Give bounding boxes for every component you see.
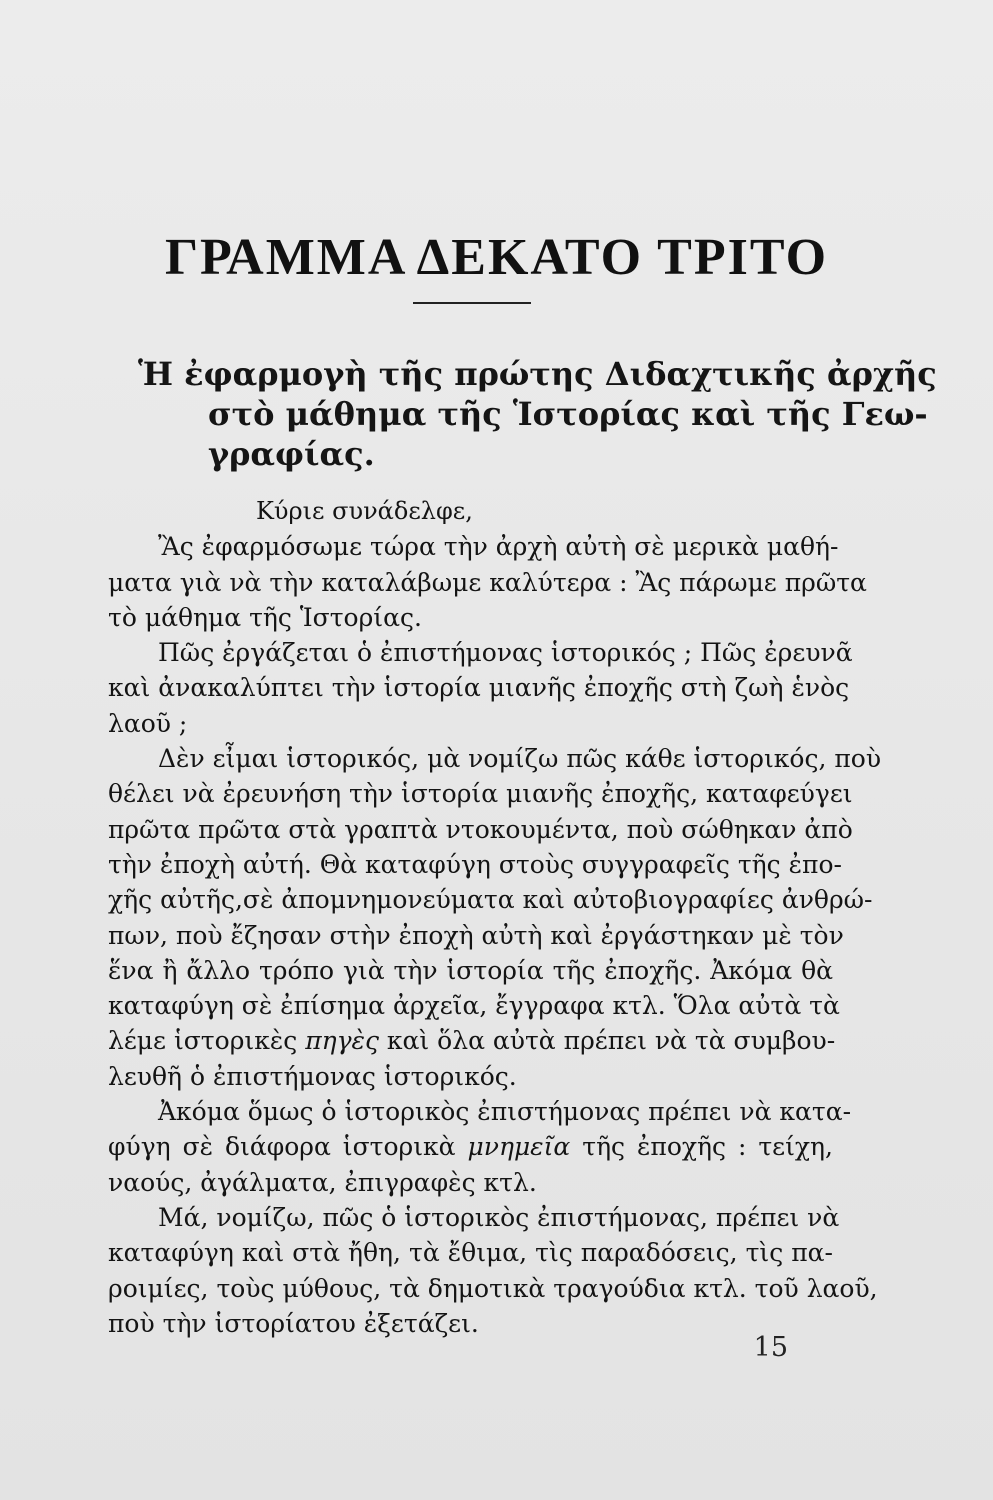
chapter-subtitle xyxy=(138,354,937,474)
body-line: ναούς, ἀγάλματα, ἐπιγραφὲς κτλ. xyxy=(108,1167,537,1197)
body-line: Ἂς ἐφαρμόσωμε τώρα τὴν ἀρχὴ αὐτὴ σὲ μερικὰ μαθή- xyxy=(158,532,839,562)
emphasized-word: πηγὲς xyxy=(305,1026,379,1056)
body-line: ποὺ τὴν ἱστορίατου ἐξετάζει. xyxy=(108,1308,479,1338)
subtitle-line: Ἡ ἐφαρμογὴ τῆς πρώτης Διδαχτικῆς ἀρχῆς xyxy=(138,355,937,393)
body-line: Δὲν εἶμαι ἱστορικός, μὰ νομίζω πῶς κάθε ἱστορικός, ποὺ xyxy=(158,744,882,774)
body-line: τὴν ἐποχὴ αὐτή. Θὰ καταφύγη στοὺς συγγραφεῖς τῆς ἐπο- xyxy=(108,849,842,879)
body-line: χῆς αὐτῆς,σὲ ἀπομνημονεύματα καὶ αὐτοβιογραφίες ἀνθρώ- xyxy=(108,885,873,915)
page-number: 15 xyxy=(753,1332,788,1363)
body-line: Ἀκόμα ὅμως ὁ ἱστορικὸς ἐπιστήμονας πρέπει νὰ κατα- xyxy=(158,1097,852,1127)
body-line: θέλει νὰ ἐρευνήση τὴν ἱστορία μιανῆς ἐποχῆς, καταφεύγει xyxy=(108,779,853,809)
body-line: καὶ ἀνακαλύπτει τὴν ἱστορία μιανῆς ἐποχῆς στὴ ζωὴ ἑνὸς xyxy=(108,673,850,703)
body-line: πρῶτα πρῶτα στὰ γραπτὰ ντοκουμέντα, ποὺ σώθηκαν ἀπὸ xyxy=(108,814,853,844)
body-line: ματα γιὰ νὰ τὴν καταλάβωμε καλύτερα : Ἂς πάρωμε πρῶτα xyxy=(108,567,867,597)
body-line: Μά, νομίζω, πῶς ὁ ἱστορικὸς ἐπιστήμονας, πρέπει νὰ xyxy=(158,1202,840,1232)
letter-body xyxy=(108,494,882,1341)
emphasized-word: μνημεῖα xyxy=(467,1132,571,1162)
subtitle-line: στὸ μάθημα τῆς Ἱστορίας καὶ τῆς Γεω- xyxy=(208,395,928,433)
body-line: τὸ μάθημα τῆς Ἱστορίας. xyxy=(108,602,422,632)
body-line: λευθῆ ὁ ἐπιστήμονας ἱστορικός. xyxy=(108,1061,517,1091)
body-line: καταφύγη σὲ ἐπίσημα ἀρχεῖα, ἔγγραφα κτλ. Ὅλα αὐτὰ τὰ xyxy=(108,991,840,1021)
salutation: Κύριε συνάδελφε, xyxy=(256,497,473,525)
body-line: καταφύγη καὶ στὰ ἤθη, τὰ ἔθιμα, τὶς παραδόσεις, τὶς πα- xyxy=(108,1238,833,1268)
chapter-title: ΓΡΑΜΜΑ ΔΕΚΑΤΟ ΤΡΙΤΟ xyxy=(164,229,829,286)
body-line: Πῶς ἐργάζεται ὁ ἐπιστήμονας ἱστορικός ; Πῶς ἐρευνᾶ xyxy=(158,638,853,668)
body-line: ροιμίες, τοὺς μύθους, τὰ δημοτικὰ τραγούδια κτλ. τοῦ λαοῦ, xyxy=(108,1273,878,1303)
body-line: πων, ποὺ ἔζησαν στὴν ἐποχὴ αὐτὴ καὶ ἐργάστηκαν μὲ τὸν xyxy=(108,920,844,950)
subtitle-line: γραφίας. xyxy=(208,435,375,473)
title-underline-rule xyxy=(413,302,531,304)
body-line: φύγη σὲ διάφορα ἱστορικὰ μνημεῖα τῆς ἐποχῆς : τείχη, xyxy=(108,1132,833,1162)
body-line: λαοῦ ; xyxy=(108,708,188,738)
body-line: λέμε ἱστορικὲς πηγὲς καὶ ὅλα αὐτὰ πρέπει νὰ τὰ συμβου- xyxy=(108,1026,836,1056)
body-line: ἕνα ἢ ἄλλο τρόπο γιὰ τὴν ἱστορία τῆς ἐποχῆς. Ἀκόμα θὰ xyxy=(108,955,833,985)
